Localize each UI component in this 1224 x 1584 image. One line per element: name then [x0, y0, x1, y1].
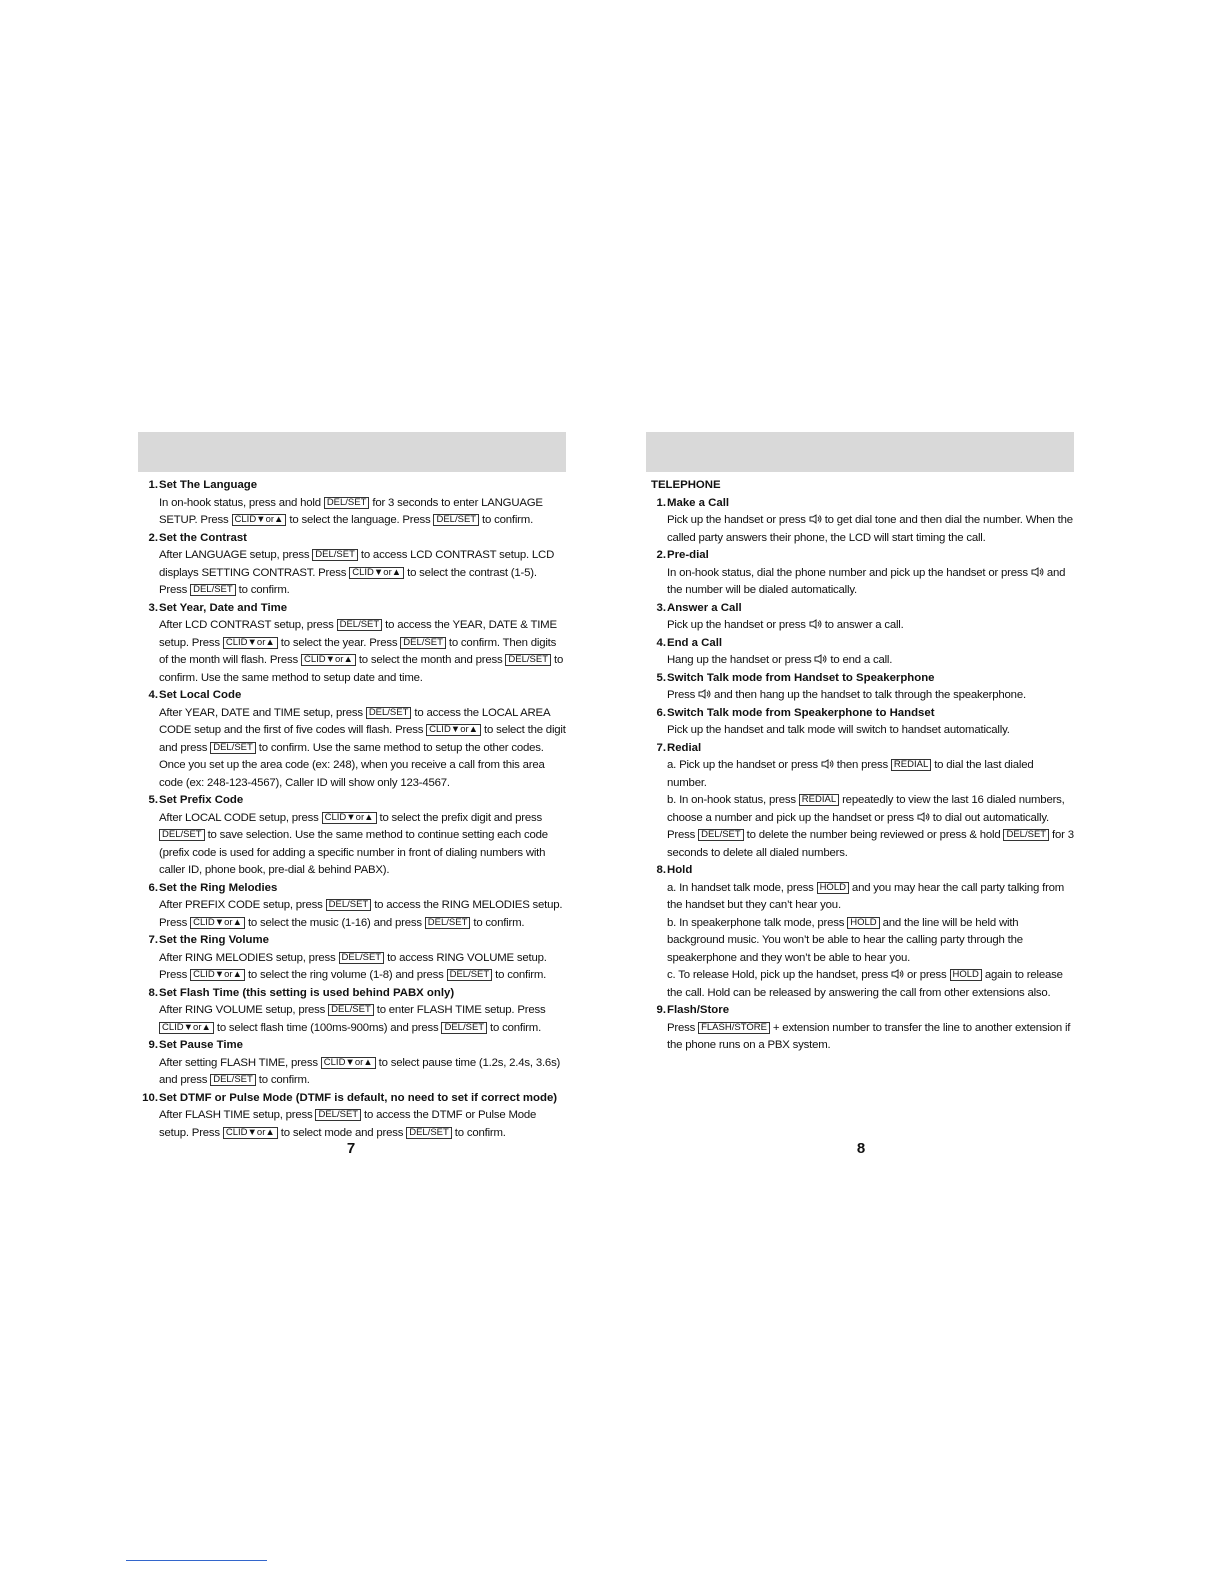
body-text: In on-hook status, press and hold [159, 496, 324, 509]
speaker-phone-icon [891, 968, 904, 978]
body-text: to dial out automatically. Press [667, 811, 1049, 841]
key-label: DEL/SET [210, 1074, 256, 1086]
item-number: 3. [656, 601, 666, 614]
item-heading: Set the Ring Volume [159, 934, 269, 946]
key-label: DEL/SET [159, 829, 205, 841]
item-body [646, 687, 1074, 705]
item-title [646, 547, 1074, 565]
item-body [646, 617, 1074, 635]
item-number: 2. [656, 549, 666, 561]
key-label: HOLD [950, 969, 982, 981]
body-text: and the line will be held with background music. You won’t be able to hear the calling party through the speakerphone and they won’t be able to hear you. [667, 916, 1023, 964]
key-label: DEL/SET [312, 549, 358, 561]
item-title [138, 985, 566, 1003]
body-text: Pick up the handset or press [667, 619, 809, 631]
body-text: to select flash time (100ms-900ms) and press [213, 1021, 442, 1034]
item-number: 7. [148, 934, 158, 946]
settings-instructions [138, 472, 566, 1142]
body-text: to dial the last dialed number. [667, 759, 1034, 789]
body-text: to access LCD CONTRAST setup. LCD displays SETTING CONTRAST. Press [159, 549, 555, 579]
key-label: CLID▼or▲ [321, 1057, 376, 1069]
key-label: DEL/SET [337, 619, 383, 631]
item-heading: Set Pause Time [159, 1039, 243, 1051]
instruction-item [138, 985, 566, 1038]
instruction-item [646, 670, 1074, 705]
item-body [646, 880, 1074, 1003]
item-title [138, 530, 566, 548]
item-body [138, 1055, 566, 1090]
key-label: HOLD [847, 917, 879, 929]
body-text: to delete the number being reviewed or press & hold [743, 829, 1004, 841]
instruction-item [646, 635, 1074, 670]
speaker-phone-icon [698, 688, 711, 698]
item-title [138, 932, 566, 950]
key-label: DEL/SET [505, 654, 551, 666]
page-8 [646, 432, 1074, 1055]
item-body [138, 950, 566, 985]
item-title [138, 880, 566, 898]
item-heading: Set DTMF or Pulse Mode (DTMF is default, no need to set if correct mode) [159, 1091, 558, 1104]
key-label: CLID▼or▲ [159, 1022, 214, 1034]
body-text: to confirm. [235, 584, 290, 596]
instruction-item [646, 1002, 1074, 1055]
body-text: After LANGUAGE setup, press [159, 549, 313, 561]
item-heading: Set Flash Time (this setting is used behind PABX only) [159, 986, 455, 999]
body-text: After PREFIX CODE setup, press [159, 899, 326, 911]
key-label: DEL/SET [406, 1127, 452, 1139]
body-text: to end a call. [827, 654, 893, 666]
item-body [138, 495, 566, 530]
item-heading: Set The Language [159, 479, 258, 491]
item-number: 3. [148, 601, 158, 614]
item-number: 6. [656, 706, 666, 719]
instruction-item [138, 530, 566, 600]
body-text: to select the prefix digit and press [376, 811, 542, 824]
item-title [646, 1002, 1074, 1020]
key-label: HOLD [817, 882, 849, 894]
body-text: to confirm. [255, 1074, 310, 1086]
body-text: to access the RING MELODIES setup. Press [159, 899, 563, 929]
body-text: a. In handset talk mode, press [667, 881, 817, 894]
key-label: DEL/SET [326, 899, 372, 911]
instruction-item [138, 1090, 566, 1143]
body-text: or press [904, 969, 950, 981]
item-heading: Flash/Store [667, 1004, 730, 1016]
page-number-left: 7 [346, 1140, 356, 1157]
body-text: to get dial tone and then dial the number. When the called party answers their phone, the LCD will start timing the call. [667, 514, 1073, 544]
item-number: 9. [148, 1039, 158, 1051]
instruction-item [138, 600, 566, 688]
key-label: DEL/SET [366, 707, 412, 719]
instruction-item [646, 862, 1074, 1002]
key-label: DEL/SET [328, 1004, 374, 1016]
body-text: to confirm. [479, 514, 534, 526]
key-label: DEL/SET [190, 584, 236, 596]
body-text: After LOCAL CODE setup, press [159, 811, 322, 824]
body-text: and you may hear the call party talking from the handset but they can’t hear you. [667, 881, 1065, 911]
key-label: CLID▼or▲ [190, 969, 245, 981]
instruction-item [138, 1037, 566, 1090]
item-body [646, 565, 1074, 600]
body-text: After YEAR, DATE and TIME setup, press [159, 706, 366, 719]
item-body [138, 1002, 566, 1037]
body-text: After RING MELODIES setup, press [159, 951, 339, 964]
item-heading: End a Call [667, 636, 723, 649]
key-label: DEL/SET [339, 952, 385, 964]
body-text: After RING VOLUME setup, press [159, 1004, 329, 1016]
body-text: to access the LOCAL AREA CODE setup and the first of five codes will flash. Press [159, 706, 550, 736]
item-title [646, 600, 1074, 618]
item-title [138, 1090, 566, 1108]
item-body [646, 512, 1074, 547]
item-title [646, 635, 1074, 653]
speaker-phone-icon [1031, 566, 1044, 576]
body-text: and the number will be dialed automatically. [667, 566, 1066, 596]
item-number: 5. [656, 671, 666, 684]
item-title [646, 495, 1074, 513]
key-label: REDIAL [799, 794, 839, 806]
item-number: 1. [656, 496, 666, 509]
body-text: to select the year. Press [277, 636, 401, 649]
body-text: After FLASH TIME setup, press [159, 1109, 316, 1121]
body-text: for 3 seconds to delete all dialed numbers. [667, 829, 1074, 859]
item-number: 7. [656, 741, 666, 754]
key-label: DEL/SET [324, 497, 370, 509]
instruction-item [138, 477, 566, 530]
body-text: Press [667, 1021, 699, 1034]
item-title [138, 1037, 566, 1055]
body-text: to access the YEAR, DATE & TIME setup. Press [159, 619, 557, 649]
footer-rule [126, 1560, 267, 1561]
body-text: to select mode and press [277, 1126, 407, 1139]
key-label: CLID▼or▲ [223, 637, 278, 649]
key-label: CLID▼or▲ [322, 812, 377, 824]
item-body [646, 1020, 1074, 1055]
item-heading: Set Year, Date and Time [159, 601, 288, 614]
item-number: 4. [148, 689, 158, 701]
item-body [138, 617, 566, 687]
body-text: to confirm. Then digits of the month will flash. Press [159, 636, 557, 666]
item-number: 8. [148, 986, 158, 999]
item-title [646, 740, 1074, 758]
key-label: CLID▼or▲ [426, 724, 481, 736]
item-number: 10. [142, 1091, 158, 1104]
instruction-item [138, 880, 566, 933]
body-text: Pick up the handset or press [667, 514, 809, 526]
item-title [646, 705, 1074, 723]
body-text: to access the DTMF or Pulse Mode setup. Press [159, 1109, 537, 1139]
body-text: to save selection. Use the same method to continue setting each code (prefix code is used for adding a specific number in front of dialing numbers with caller ID, phone book, pre-dial & behind PABX). [159, 829, 548, 876]
instruction-item [646, 547, 1074, 600]
body-text: to select the ring volume (1-8) and press [245, 969, 447, 981]
speaker-phone-icon [809, 618, 822, 628]
page-7 [138, 432, 566, 1142]
item-body [138, 705, 566, 793]
body-text: and then hang up the handset to talk through the speakerphone. [711, 689, 1026, 701]
body-text: to confirm. [470, 916, 525, 929]
item-body [138, 1107, 566, 1142]
key-label: DEL/SET [441, 1022, 487, 1034]
body-text: c. To release Hold, pick up the handset, press [667, 969, 892, 981]
body-text: to confirm. Use the same method to setup the other codes. Once you set up the area code (ex: 248), when you receive a call from this area code (ex: 248-123-4567), Caller ID will show only 123-4567. [159, 741, 545, 789]
body-text: Pick up the handset and talk mode will switch to handset automatically. [667, 724, 1010, 736]
item-body [138, 897, 566, 932]
body-text: to select the digit and press [159, 724, 566, 754]
body-text: to select pause time (1.2s, 2.4s, 3.6s) and press [159, 1056, 561, 1086]
key-label: CLID▼or▲ [223, 1127, 278, 1139]
item-heading: Set Local Code [159, 689, 242, 701]
body-text: In on-hook status, dial the phone number and pick up the handset or press [667, 566, 1031, 579]
item-heading: Answer a Call [667, 601, 742, 614]
item-heading: Set the Ring Melodies [159, 881, 278, 894]
speaker-phone-icon [814, 653, 827, 663]
item-title [138, 477, 566, 495]
item-heading: Switch Talk mode from Handset to Speakerphone [667, 671, 935, 684]
key-label: DEL/SET [315, 1109, 361, 1121]
key-label: DEL/SET [425, 917, 471, 929]
item-body [646, 722, 1074, 740]
page-header-band [646, 432, 1074, 472]
key-label: DEL/SET [698, 829, 744, 841]
item-heading: Set Prefix Code [159, 794, 244, 806]
item-title [138, 792, 566, 810]
body-text: Press [667, 689, 699, 701]
item-heading: Hold [667, 864, 693, 876]
body-text: to confirm. [492, 969, 547, 981]
key-label: CLID▼or▲ [190, 917, 245, 929]
key-label: REDIAL [891, 759, 931, 771]
body-text: to answer a call. [821, 619, 904, 631]
item-number: 5. [148, 794, 158, 806]
key-label: DEL/SET [210, 742, 256, 754]
item-body [646, 757, 1074, 862]
instruction-item [646, 705, 1074, 740]
item-heading: Set the Contrast [159, 531, 247, 544]
item-number: 4. [656, 636, 666, 649]
speaker-phone-icon [917, 811, 930, 821]
key-label: FLASH/STORE [698, 1022, 770, 1034]
key-label: DEL/SET [400, 637, 446, 649]
item-heading: Switch Talk mode from Speakerphone to Handset [667, 706, 935, 719]
body-text: After setting FLASH TIME, press [159, 1056, 321, 1069]
instruction-item [138, 932, 566, 985]
item-number: 2. [148, 531, 158, 544]
key-label: DEL/SET [433, 514, 479, 526]
instruction-item [646, 600, 1074, 635]
body-text: to access RING VOLUME setup. Press [159, 951, 547, 981]
instruction-item [138, 792, 566, 880]
item-title [138, 600, 566, 618]
body-text: to select the language. Press [286, 514, 434, 526]
item-body [138, 547, 566, 600]
instruction-item [138, 687, 566, 792]
item-heading: Pre-dial [667, 549, 709, 561]
page-header-band [138, 432, 566, 472]
body-text: b. In on-hook status, press [667, 794, 799, 806]
body-text: to confirm. [487, 1021, 542, 1034]
body-text: to confirm. [451, 1126, 506, 1139]
item-title [646, 670, 1074, 688]
speaker-phone-icon [821, 758, 834, 768]
item-body [646, 652, 1074, 670]
key-label: CLID▼or▲ [232, 514, 287, 526]
key-label: CLID▼or▲ [301, 654, 356, 666]
body-text: repeatedly to view the last 16 dialed numbers, choose a number and pick up the handset or press [667, 794, 1065, 824]
body-text: for 3 seconds to enter LANGUAGE SETUP. Press [159, 496, 543, 526]
key-label: DEL/SET [447, 969, 493, 981]
item-number: 8. [656, 864, 666, 876]
body-text: + extension number to transfer the line to another extension if the phone runs on a PBX system. [667, 1021, 1071, 1051]
item-number: 1. [148, 479, 158, 491]
item-body [138, 810, 566, 880]
instruction-item [646, 495, 1074, 548]
item-number: 6. [148, 881, 158, 894]
page-number-right: 8 [856, 1140, 866, 1157]
instruction-item [646, 740, 1074, 863]
body-text: After LCD CONTRAST setup, press [159, 619, 337, 631]
body-text: then press [833, 759, 891, 771]
body-text: b. In speakerphone talk mode, press [667, 916, 848, 929]
item-number: 9. [656, 1004, 666, 1016]
item-title [138, 687, 566, 705]
body-text: Hang up the handset or press [667, 654, 815, 666]
key-label: CLID▼or▲ [349, 567, 404, 579]
body-text: to enter FLASH TIME setup. Press [373, 1004, 546, 1016]
body-text: to select the month and press [355, 654, 506, 666]
body-text: to select the contrast (1-5). Press [159, 566, 537, 596]
item-title [646, 862, 1074, 880]
body-text: again to release the call. Hold can be released by answering the call from other extensions also. [667, 969, 1063, 999]
section-title: TELEPHONE [651, 479, 721, 491]
body-text: to select the music (1-16) and press [245, 916, 425, 929]
speaker-phone-icon [809, 513, 822, 523]
body-text: a. Pick up the handset or press [667, 759, 821, 771]
item-heading: Redial [667, 741, 702, 754]
telephone-instructions [646, 472, 1074, 1055]
body-text: to confirm. Use the same method to setup date and time. [159, 654, 564, 684]
key-label: DEL/SET [1003, 829, 1049, 841]
item-heading: Make a Call [667, 496, 730, 509]
